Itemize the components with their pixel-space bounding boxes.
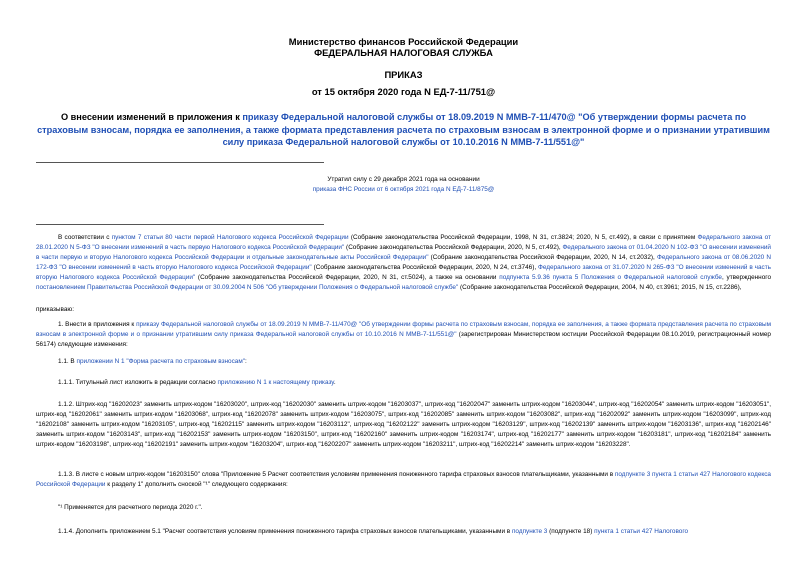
text-run: (Собрание законодательства Российской Федерации, 1998, N 31, ст.3824; 2020, N 5, ст.492), в связи с принятием	[348, 234, 698, 241]
paragraph-1-1-1	[36, 378, 771, 388]
text-run: (Собрание законодательства Российской Федерации, 2020, N 24, ст.3746),	[311, 264, 538, 271]
legal-reference-link[interactable]: постановлением Правительства Российской Федерации от 30.09.2004 N 506 "Об утверждении Положения о Федеральной налоговой службе"	[36, 284, 459, 291]
legal-reference-link[interactable]: подпункте 3 пункта 1 статьи 427 Налогового кодекса Российской Федерации	[36, 471, 771, 488]
text-run: 1. Внести в приложения к	[58, 321, 137, 328]
text-run: .	[333, 379, 336, 386]
text-run: (Собрание законодательства Российской Федерации, 2020, N 14, ст.2032),	[428, 254, 657, 261]
paragraph-1	[36, 320, 771, 350]
legal-reference-link[interactable]: пунктом 7 статьи 80 части первой Налогового кодекса Российской Федерации	[111, 234, 349, 241]
text-run: (Собрание законодательства Российской Федерации, 2020, N 5, ст.492),	[344, 244, 563, 251]
paragraph-1-1-4	[36, 527, 771, 537]
legal-reference-link[interactable]: приложению N 1 к настоящему приказу	[217, 379, 334, 386]
document-date: от 15 октября 2020 года N ЕД-7-11/751@	[311, 86, 496, 97]
legal-reference-link[interactable]: пункта 1 статьи 427 Налогового	[594, 528, 689, 535]
text-run: :	[245, 358, 247, 365]
text-run: к разделу 1" дополнить сноской "¹" следующего содержания:	[105, 481, 288, 488]
ministry-name: Министерство финансов Российской Федерации	[288, 36, 519, 47]
legal-reference-link[interactable]: подпункта 5.9.36 пункта 5 Положения о Федеральной налоговой службе	[499, 274, 722, 281]
paragraph-basis	[36, 233, 771, 293]
text-run: (Собрание законодательства Российской Федерации, 2020, N 31, ст.5024), а также на основании	[195, 274, 500, 281]
text-run: 1.1.2. Штрих-код "16202023" заменить штрих-кодом "16203020", штрих-код "16202030" заменить штрих-кодом "16203037", штрих-код "16202047" заменить штрих-кодом "16203044", штрих-код "16202054" заменить штрих-кодом "16203051", штрих-код "16202061" заменить штрих-кодом "16203068", штрих-код "16202078" заменить штрих-кодом "16203075", штрих-код "16202085" заменить штрих-кодом "16203082", штрих-код "16202092" заменить штрих-кодом "16203099", штрих-код "16202108" заменить штрих-кодом "16203105", штрих-код "16202115" заменить штрих-кодом "16203112", штрих-код "16202122" заменить штрих-кодом "16203129", штрих-код "16202139" заменить штрих-кодом "16203136", штрих-код "16202146" заменить штрих-кодом "16203143", штрих-код "16202153" заменить штрих-кодом "16203150", штрих-код "16202160" заменить штрих-кодом "16203174", штрих-код "16202177" заменить штрих-кодом "16203181", штрих-код "16202184" заменить штрих-кодом "16203198", штрих-код "16202191" заменить штрих-кодом "16203204", штрих-код "16202207" заменить штрих-кодом "16203211", штрих-код "16202214" заменить штрих-кодом "16203228".	[36, 401, 771, 448]
text-run: 1.1.1. Титульный лист изложить в редакции согласно	[58, 379, 218, 386]
text-run: 1.1. В	[58, 358, 77, 365]
service-name: ФЕДЕРАЛЬНАЯ НАЛОГОВАЯ СЛУЖБА	[314, 47, 493, 58]
footnote-text: "¹ Применяется для расчетного периода 2020 г.".	[58, 504, 203, 511]
document-type: ПРИКАЗ	[384, 69, 423, 80]
legal-reference-link[interactable]: Федерального закона от 01.04.2020 N 102-ФЗ "О внесении изменений в части первую и вторую Налогового кодекса Российской Федерации и отдельные законодательные акты Российской Федерации"	[36, 244, 771, 261]
text-run: (зарегистрирован Министерством юстиции Российской Федерации 08.10.2019, регистрационный номер 56174) следующие изменения:	[36, 331, 771, 348]
legal-reference-link[interactable]: приказу Федеральной налоговой службы от 18.09.2019 N ММВ-7-11/470@ "Об утверждении формы расчета по страховым взносам, порядка ее заполнения, а также формата представления расчета по страховым взносам в электронной форме и о признании утратившим силу приказа Федеральной налоговой службы от 10.10.2016 N ММВ-7-11/551@"	[36, 321, 771, 338]
text-run: 1.1.4. Дополнить приложением 5.1 "Расчет соответствия условиям применения пониженного тарифа страховых взносов плательщиками, указанными в	[58, 528, 512, 535]
legal-reference-link[interactable]: приложении N 1 "Форма расчета по страховым взносам"	[76, 358, 245, 365]
expired-notice: Утратил силу с 29 декабря 2021 года на основании	[327, 176, 480, 183]
paragraph-1-1	[36, 357, 771, 367]
text-run: (Собрание законодательства Российской Федерации, 2004, N 40, ст.3961; 2015, N 15, ст.2286),	[458, 284, 742, 291]
paragraph-1-1-3	[36, 470, 771, 490]
text-run: В соответствии с	[58, 234, 112, 241]
legal-reference-link[interactable]: Федерального закона от 28.01.2020 N 5-ФЗ "О внесении изменений в часть первую Налогового кодекса Российской Федерации"	[36, 234, 772, 251]
expired-order-link[interactable]: приказа ФНС России от 6 октября 2021 года N ЕД-7-11/875@	[312, 186, 495, 193]
divider-bottom	[36, 224, 324, 225]
paragraph-1-1-2	[36, 400, 771, 450]
title-link[interactable]: приказу Федеральной налоговой службы от 18.09.2019 N ММВ-7-11/470@ "Об утверждении формы расчета по страховым взносам, порядка ее заполнения, а также формата представления расчета по страховым взносам в электронной форме и о признании утратившим силу приказа Федеральной налоговой службы от 10.10.2016 N ММВ-7-11/551@"	[37, 112, 770, 148]
text-run: , утвержденного	[722, 274, 771, 281]
document-title	[36, 111, 771, 149]
order-word: приказываю:	[36, 306, 74, 313]
legal-reference-link[interactable]: подпункте 3	[511, 528, 548, 535]
text-run: 1.1.3. В листе с новым штрих-кодом "16203150" слова "Приложение 5 Расчет соответствия условиям применения пониженного тарифа страховых взносов плательщиками, указанными в	[58, 471, 615, 478]
legal-reference-link[interactable]: Федерального закона от 08.06.2020 N 172-ФЗ "О внесении изменений в часть вторую Налогового кодекса Российской Федерации"	[36, 254, 771, 271]
divider-top	[36, 162, 324, 163]
title-prefix: О внесении изменений в приложения к	[60, 112, 243, 122]
legal-reference-link[interactable]: Федерального закона от 31.07.2020 N 265-ФЗ "О внесении изменений в часть вторую Налогового кодекса Российской Федерации"	[36, 264, 771, 281]
text-run: (подпункте 18)	[547, 528, 595, 535]
